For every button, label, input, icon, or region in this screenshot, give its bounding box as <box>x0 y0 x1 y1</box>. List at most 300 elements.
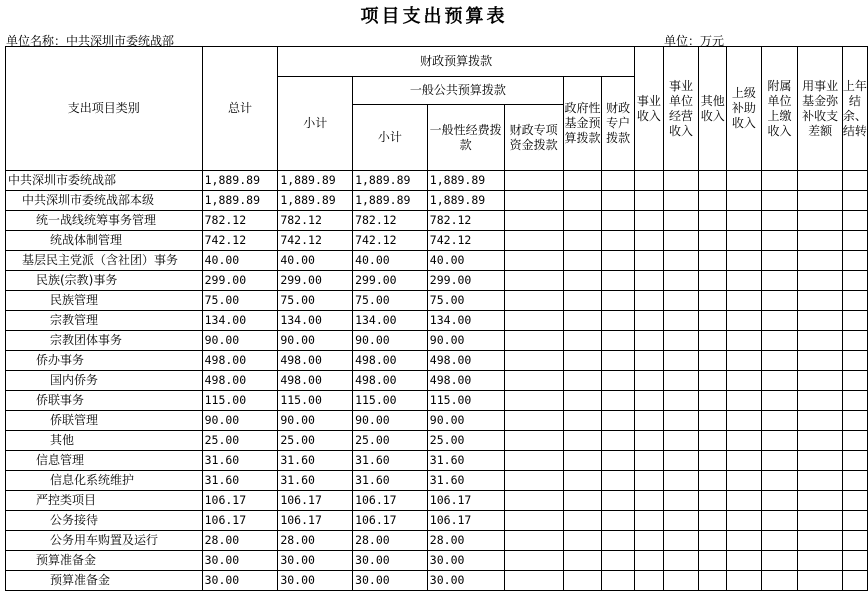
empty-cell <box>635 571 664 591</box>
row-gen-subtotal: 1,889.89 <box>353 191 428 211</box>
row-category: 其他 <box>6 431 203 451</box>
empty-cell <box>727 511 762 531</box>
table-row <box>6 211 868 231</box>
empty-cell <box>727 371 762 391</box>
empty-cell <box>635 551 664 571</box>
empty-cell <box>635 231 664 251</box>
row-subtotal: 31.60 <box>278 471 353 491</box>
empty-cell <box>602 451 635 471</box>
empty-cell <box>602 411 635 431</box>
empty-cell <box>727 551 762 571</box>
table-row <box>6 371 868 391</box>
empty-cell <box>761 311 798 331</box>
empty-cell <box>699 331 727 351</box>
header-affiliate: 附属单位上缴收入 <box>761 47 798 171</box>
row-subtotal: 1,889.89 <box>278 171 353 191</box>
table-row <box>6 231 868 251</box>
empty-cell <box>663 551 699 571</box>
row-gen-subtotal: 1,889.89 <box>353 171 428 191</box>
empty-cell <box>798 511 842 531</box>
row-gen-funds: 1,889.89 <box>427 191 504 211</box>
empty-cell <box>761 231 798 251</box>
empty-cell <box>798 171 842 191</box>
empty-cell <box>842 551 867 571</box>
row-gen-subtotal: 90.00 <box>353 331 428 351</box>
row-gen-funds: 106.17 <box>427 511 504 531</box>
row-category: 公务用车购置及运行 <box>6 531 203 551</box>
empty-cell <box>635 191 664 211</box>
unit-label: 单位：万元 <box>664 34 725 48</box>
empty-cell <box>798 331 842 351</box>
empty-cell <box>504 511 563 531</box>
empty-cell <box>563 511 602 531</box>
row-subtotal: 90.00 <box>278 331 353 351</box>
row-subtotal: 28.00 <box>278 531 353 551</box>
row-category: 统一战线统筹事务管理 <box>6 211 203 231</box>
empty-cell <box>727 211 762 231</box>
row-gen-funds: 90.00 <box>427 331 504 351</box>
row-gen-funds: 30.00 <box>427 551 504 571</box>
empty-cell <box>602 391 635 411</box>
row-category: 宗教团体事务 <box>6 331 203 351</box>
empty-cell <box>563 371 602 391</box>
empty-cell <box>504 491 563 511</box>
empty-cell <box>504 531 563 551</box>
empty-cell <box>635 531 664 551</box>
row-category: 民族(宗教)事务 <box>6 271 203 291</box>
row-total: 90.00 <box>202 331 278 351</box>
row-gen-subtotal: 106.17 <box>353 491 428 511</box>
header-biz-income: 事业收入 <box>635 47 664 171</box>
empty-cell <box>563 211 602 231</box>
empty-cell <box>842 531 867 551</box>
empty-cell <box>635 371 664 391</box>
table-row <box>6 471 868 491</box>
empty-cell <box>842 511 867 531</box>
table-body <box>6 171 868 591</box>
empty-cell <box>699 291 727 311</box>
header-fiscal: 财政预算拨款 <box>278 47 635 77</box>
empty-cell <box>699 371 727 391</box>
empty-cell <box>635 491 664 511</box>
row-gen-subtotal: 25.00 <box>353 431 428 451</box>
row-category: 民族管理 <box>6 291 203 311</box>
header-gov-fund: 政府性基金预算拨款 <box>563 77 602 171</box>
empty-cell <box>563 451 602 471</box>
empty-cell <box>798 231 842 251</box>
row-gen-subtotal: 31.60 <box>353 451 428 471</box>
row-subtotal: 498.00 <box>278 371 353 391</box>
empty-cell <box>699 251 727 271</box>
empty-cell <box>504 451 563 471</box>
empty-cell <box>842 371 867 391</box>
row-gen-subtotal: 30.00 <box>353 571 428 591</box>
row-subtotal: 75.00 <box>278 291 353 311</box>
row-gen-funds: 75.00 <box>427 291 504 311</box>
empty-cell <box>798 291 842 311</box>
empty-cell <box>761 251 798 271</box>
row-category: 信息化系统维护 <box>6 471 203 491</box>
table-header <box>6 47 868 171</box>
row-total: 134.00 <box>202 311 278 331</box>
empty-cell <box>504 191 563 211</box>
row-gen-subtotal: 782.12 <box>353 211 428 231</box>
empty-cell <box>727 231 762 251</box>
empty-cell <box>602 471 635 491</box>
empty-cell <box>504 331 563 351</box>
empty-cell <box>602 531 635 551</box>
empty-cell <box>699 311 727 331</box>
empty-cell <box>842 331 867 351</box>
row-gen-funds: 742.12 <box>427 231 504 251</box>
row-subtotal: 40.00 <box>278 251 353 271</box>
empty-cell <box>504 391 563 411</box>
empty-cell <box>504 411 563 431</box>
row-total: 90.00 <box>202 411 278 431</box>
row-subtotal: 115.00 <box>278 391 353 411</box>
table-row <box>6 311 868 331</box>
empty-cell <box>563 291 602 311</box>
row-gen-funds: 40.00 <box>427 251 504 271</box>
row-subtotal: 782.12 <box>278 211 353 231</box>
empty-cell <box>504 231 563 251</box>
empty-cell <box>663 511 699 531</box>
empty-cell <box>798 551 842 571</box>
empty-cell <box>761 391 798 411</box>
row-total: 30.00 <box>202 551 278 571</box>
empty-cell <box>798 211 842 231</box>
empty-cell <box>798 571 842 591</box>
empty-cell <box>798 491 842 511</box>
header-gen-funds: 一般性经费拨款 <box>427 105 504 171</box>
row-gen-subtotal: 742.12 <box>353 231 428 251</box>
row-category: 公务接待 <box>6 511 203 531</box>
empty-cell <box>761 271 798 291</box>
row-total: 28.00 <box>202 531 278 551</box>
empty-cell <box>635 351 664 371</box>
table-row <box>6 551 868 571</box>
row-gen-subtotal: 106.17 <box>353 511 428 531</box>
row-category: 预算准备金 <box>6 551 203 571</box>
empty-cell <box>663 311 699 331</box>
row-gen-funds: 106.17 <box>427 491 504 511</box>
empty-cell <box>798 411 842 431</box>
row-total: 782.12 <box>202 211 278 231</box>
header-subsidy: 上级补助收入 <box>727 47 762 171</box>
empty-cell <box>727 251 762 271</box>
row-gen-funds: 31.60 <box>427 451 504 471</box>
row-category: 基层民主党派（含社团）事务 <box>6 251 203 271</box>
row-gen-funds: 90.00 <box>427 411 504 431</box>
empty-cell <box>563 331 602 351</box>
empty-cell <box>663 331 699 351</box>
empty-cell <box>727 531 762 551</box>
row-total: 498.00 <box>202 371 278 391</box>
row-category: 宗教管理 <box>6 311 203 331</box>
empty-cell <box>563 351 602 371</box>
row-total: 115.00 <box>202 391 278 411</box>
table-row <box>6 331 868 351</box>
empty-cell <box>602 251 635 271</box>
empty-cell <box>663 391 699 411</box>
row-subtotal: 742.12 <box>278 231 353 251</box>
row-total: 31.60 <box>202 471 278 491</box>
row-gen-subtotal: 90.00 <box>353 411 428 431</box>
empty-cell <box>663 351 699 371</box>
row-gen-subtotal: 498.00 <box>353 371 428 391</box>
empty-cell <box>602 351 635 371</box>
empty-cell <box>504 571 563 591</box>
empty-cell <box>635 331 664 351</box>
row-total: 106.17 <box>202 491 278 511</box>
empty-cell <box>635 471 664 491</box>
empty-cell <box>761 571 798 591</box>
empty-cell <box>663 411 699 431</box>
empty-cell <box>727 391 762 411</box>
row-gen-funds: 498.00 <box>427 371 504 391</box>
empty-cell <box>727 411 762 431</box>
empty-cell <box>842 411 867 431</box>
empty-cell <box>727 491 762 511</box>
row-category: 国内侨务 <box>6 371 203 391</box>
row-total: 498.00 <box>202 351 278 371</box>
row-gen-funds: 28.00 <box>427 531 504 551</box>
empty-cell <box>761 171 798 191</box>
unit-name-label: 单位名称：中共深圳市委统战部 <box>6 34 175 48</box>
empty-cell <box>699 231 727 251</box>
empty-cell <box>663 571 699 591</box>
empty-cell <box>635 271 664 291</box>
empty-cell <box>761 331 798 351</box>
empty-cell <box>602 311 635 331</box>
empty-cell <box>663 231 699 251</box>
header-carryover: 上年结余、结转 <box>842 47 867 171</box>
empty-cell <box>699 211 727 231</box>
empty-cell <box>761 191 798 211</box>
empty-cell <box>635 211 664 231</box>
empty-cell <box>699 411 727 431</box>
empty-cell <box>602 231 635 251</box>
budget-table <box>5 46 868 591</box>
row-subtotal: 106.17 <box>278 491 353 511</box>
empty-cell <box>663 251 699 271</box>
header-category: 支出项目类别 <box>6 47 203 171</box>
empty-cell <box>699 551 727 571</box>
empty-cell <box>798 451 842 471</box>
row-gen-subtotal: 498.00 <box>353 351 428 371</box>
empty-cell <box>761 371 798 391</box>
row-gen-subtotal: 299.00 <box>353 271 428 291</box>
row-subtotal: 30.00 <box>278 571 353 591</box>
empty-cell <box>663 451 699 471</box>
row-subtotal: 25.00 <box>278 431 353 451</box>
table-row <box>6 391 868 411</box>
empty-cell <box>798 351 842 371</box>
empty-cell <box>761 351 798 371</box>
table-row <box>6 571 868 591</box>
empty-cell <box>663 491 699 511</box>
row-subtotal: 1,889.89 <box>278 191 353 211</box>
empty-cell <box>798 191 842 211</box>
empty-cell <box>727 451 762 471</box>
row-total: 25.00 <box>202 431 278 451</box>
empty-cell <box>602 171 635 191</box>
empty-cell <box>842 571 867 591</box>
empty-cell <box>798 311 842 331</box>
header-fund-balance: 用事业基金弥补收支差额 <box>798 47 842 171</box>
empty-cell <box>504 431 563 451</box>
empty-cell <box>699 391 727 411</box>
row-category: 预算准备金 <box>6 571 203 591</box>
empty-cell <box>635 511 664 531</box>
empty-cell <box>761 511 798 531</box>
table-row <box>6 411 868 431</box>
empty-cell <box>602 211 635 231</box>
empty-cell <box>504 551 563 571</box>
row-total: 31.60 <box>202 451 278 471</box>
empty-cell <box>699 431 727 451</box>
empty-cell <box>727 271 762 291</box>
empty-cell <box>699 451 727 471</box>
row-gen-funds: 25.00 <box>427 431 504 451</box>
row-gen-subtotal: 75.00 <box>353 291 428 311</box>
row-subtotal: 134.00 <box>278 311 353 331</box>
row-gen-funds: 498.00 <box>427 351 504 371</box>
empty-cell <box>727 331 762 351</box>
empty-cell <box>798 251 842 271</box>
row-total: 1,889.89 <box>202 171 278 191</box>
row-gen-subtotal: 40.00 <box>353 251 428 271</box>
header-subtotal: 小计 <box>278 77 353 171</box>
empty-cell <box>504 371 563 391</box>
empty-cell <box>563 391 602 411</box>
page-title: 项目支出预算表 <box>360 6 508 27</box>
row-gen-subtotal: 31.60 <box>353 471 428 491</box>
empty-cell <box>842 291 867 311</box>
empty-cell <box>727 471 762 491</box>
row-gen-funds: 30.00 <box>427 571 504 591</box>
empty-cell <box>663 271 699 291</box>
row-total: 75.00 <box>202 291 278 311</box>
empty-cell <box>761 451 798 471</box>
header-general: 一般公共预算拨款 <box>353 77 564 105</box>
table-row <box>6 431 868 451</box>
header-fiscal-special: 财政专户拨款 <box>602 77 635 171</box>
row-category: 侨办事务 <box>6 351 203 371</box>
empty-cell <box>504 291 563 311</box>
empty-cell <box>842 391 867 411</box>
empty-cell <box>798 431 842 451</box>
empty-cell <box>635 411 664 431</box>
empty-cell <box>563 231 602 251</box>
header-biz-ops: 事业单位经营收入 <box>663 47 699 171</box>
row-total: 30.00 <box>202 571 278 591</box>
empty-cell <box>602 571 635 591</box>
empty-cell <box>727 571 762 591</box>
empty-cell <box>602 191 635 211</box>
empty-cell <box>842 311 867 331</box>
empty-cell <box>635 291 664 311</box>
empty-cell <box>663 291 699 311</box>
empty-cell <box>563 251 602 271</box>
empty-cell <box>727 351 762 371</box>
row-category: 信息管理 <box>6 451 203 471</box>
empty-cell <box>699 471 727 491</box>
empty-cell <box>635 311 664 331</box>
header-other-income: 其他收入 <box>699 47 727 171</box>
table-row <box>6 451 868 471</box>
row-subtotal: 31.60 <box>278 451 353 471</box>
row-total: 742.12 <box>202 231 278 251</box>
row-gen-funds: 299.00 <box>427 271 504 291</box>
empty-cell <box>842 251 867 271</box>
empty-cell <box>563 271 602 291</box>
empty-cell <box>761 291 798 311</box>
row-gen-funds: 31.60 <box>427 471 504 491</box>
empty-cell <box>635 251 664 271</box>
empty-cell <box>699 191 727 211</box>
row-subtotal: 299.00 <box>278 271 353 291</box>
empty-cell <box>602 551 635 571</box>
empty-cell <box>798 391 842 411</box>
empty-cell <box>563 411 602 431</box>
empty-cell <box>699 491 727 511</box>
row-gen-subtotal: 28.00 <box>353 531 428 551</box>
row-gen-subtotal: 134.00 <box>353 311 428 331</box>
empty-cell <box>663 211 699 231</box>
empty-cell <box>635 391 664 411</box>
row-gen-funds: 782.12 <box>427 211 504 231</box>
empty-cell <box>842 431 867 451</box>
empty-cell <box>842 351 867 371</box>
header-special-funds: 财政专项资金拨款 <box>504 105 563 171</box>
table-row <box>6 171 868 191</box>
header-total: 总计 <box>202 47 278 171</box>
empty-cell <box>663 471 699 491</box>
empty-cell <box>798 271 842 291</box>
empty-cell <box>602 271 635 291</box>
table-row <box>6 351 868 371</box>
empty-cell <box>727 311 762 331</box>
empty-cell <box>635 431 664 451</box>
empty-cell <box>761 211 798 231</box>
empty-cell <box>761 431 798 451</box>
empty-cell <box>761 491 798 511</box>
row-total: 40.00 <box>202 251 278 271</box>
row-gen-funds: 1,889.89 <box>427 171 504 191</box>
empty-cell <box>663 431 699 451</box>
row-subtotal: 106.17 <box>278 511 353 531</box>
row-subtotal: 30.00 <box>278 551 353 571</box>
empty-cell <box>663 371 699 391</box>
row-gen-funds: 134.00 <box>427 311 504 331</box>
row-subtotal: 90.00 <box>278 411 353 431</box>
table-row <box>6 291 868 311</box>
table-row <box>6 491 868 511</box>
empty-cell <box>602 491 635 511</box>
table-row <box>6 271 868 291</box>
empty-cell <box>504 311 563 331</box>
empty-cell <box>563 531 602 551</box>
empty-cell <box>842 471 867 491</box>
empty-cell <box>842 211 867 231</box>
empty-cell <box>842 451 867 471</box>
table-row <box>6 251 868 271</box>
empty-cell <box>563 311 602 331</box>
empty-cell <box>761 411 798 431</box>
empty-cell <box>699 351 727 371</box>
empty-cell <box>602 431 635 451</box>
